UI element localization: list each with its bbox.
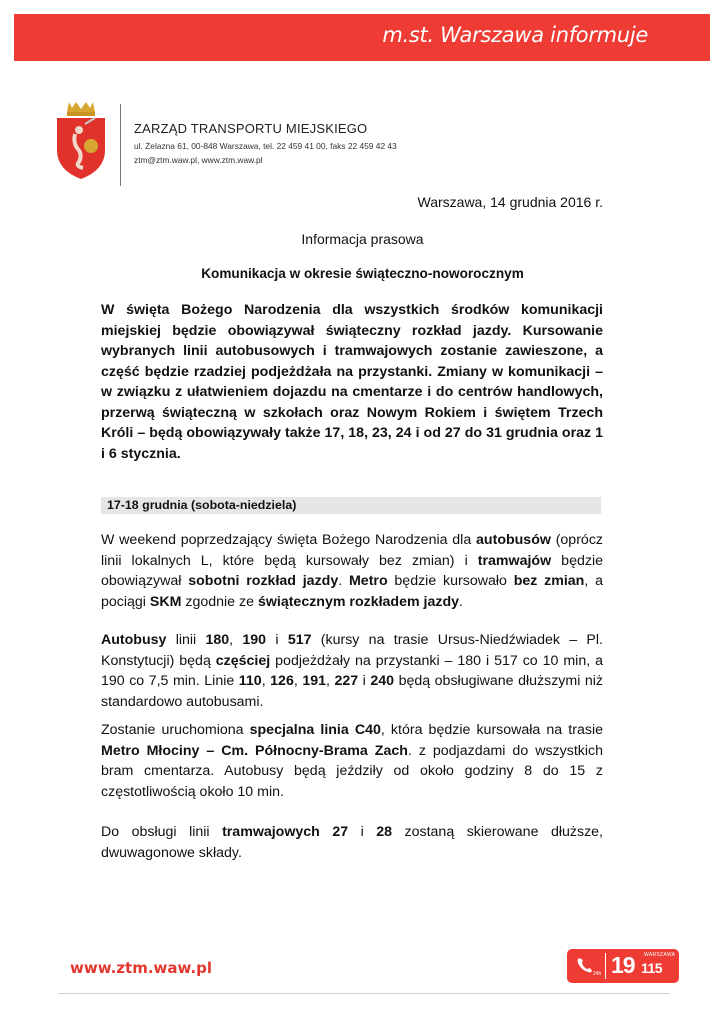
paragraph-buses: Autobusy linii 180, 190 i 517 (kursy na trasie Ursus-Niedźwiadek – Pl. Konstytucji) będą częściej podjeżdżały na przystanki – 180 i 517 co 10 min, a 190 co 7,5 min. Linie 110, 126, 191, 227 i 240 będą obsługiwane dłuższymi niż standardowo autobusami. <box>101 632 604 710</box>
paragraph-special-line: Zostanie uruchomiona specjalna linia C40, która będzie kursowała na trasie Metro Młociny – Cm. Północny-Brama Zach. z podjazdami do wszystkich bram cmentarza. Autobusy będą jeździły od około godziny 8 do 15 z częstotliwością około 10 min. <box>101 722 603 800</box>
org-name: ZARZĄD TRANSPORTU MIEJSKIEGO <box>134 121 368 136</box>
phone-icon <box>575 955 595 975</box>
section-heading-bar <box>101 497 601 514</box>
lead-paragraph: W święta Bożego Narodzenia dla wszystkich środków komunikacji miejskiej będzie obowiązywał świąteczny rozkład jazdy. Kursowanie wybranych linii autobusowych i tramwajowych zostanie zawieszone, a część będzie rzadziej podjeżdżała na przystanki. Zmiany w komunikacji – w związku z ułatwieniem dojazdu na cmentarze i do centrów handlowych, przerwą świąteczną w szkołach oraz Nowym Rokiem i świętem Trzech Króli – będą obowiązywały także 17, 18, 23, 24 i od 27 do 31 grudnia oraz 1 i 6 stycznia. <box>101 302 603 462</box>
banner-text: m.st. Warszawa informuje <box>382 23 648 47</box>
document-title: Komunikacja w okresie świąteczno-noworocznym <box>201 266 524 281</box>
badge-city: WARSZAWA <box>644 952 676 958</box>
document-type: Informacja prasowa <box>301 231 424 247</box>
footer-website-link[interactable]: www.ztm.waw.pl <box>70 959 212 977</box>
badge-divider <box>605 953 606 979</box>
paragraph-trams: Do obsługi linii tramwajowych 27 i 28 zostaną skierowane dłuższe, dwuwagonowe składy. <box>101 824 603 861</box>
badge-number-small: 115 <box>641 960 663 976</box>
badge-number-big: 19 <box>611 952 635 978</box>
badge-hours: 24h <box>593 971 602 977</box>
header-banner <box>14 14 710 61</box>
section-heading: 17-18 grudnia (sobota-niedziela) <box>107 498 297 512</box>
org-block <box>134 120 397 166</box>
warsaw-crest-icon <box>55 100 107 180</box>
header-divider <box>120 104 121 186</box>
paragraph-weekend: W weekend poprzedzający święta Bożego Narodzenia dla autobusów (oprócz linii lokalnych L, które będą kursowały bez zmian) i tramwajów będzie obowiązywał sobotni rozkład jazdy. Metro będzie kursowało bez zmian, a pociągi SKM zgodnie ze świątecznym rozkładem jazdy. <box>101 532 604 610</box>
hotline-badge <box>567 949 679 983</box>
org-contact: ztm@ztm.waw.pl, www.ztm.waw.pl <box>134 155 263 165</box>
org-address: ul. Żelazna 61, 00-848 Warszawa, tel. 22 459 41 00, faks 22 459 42 43 <box>134 141 397 151</box>
document-date: Warszawa, 14 grudnia 2016 r. <box>417 194 603 210</box>
footer-divider <box>58 993 670 994</box>
